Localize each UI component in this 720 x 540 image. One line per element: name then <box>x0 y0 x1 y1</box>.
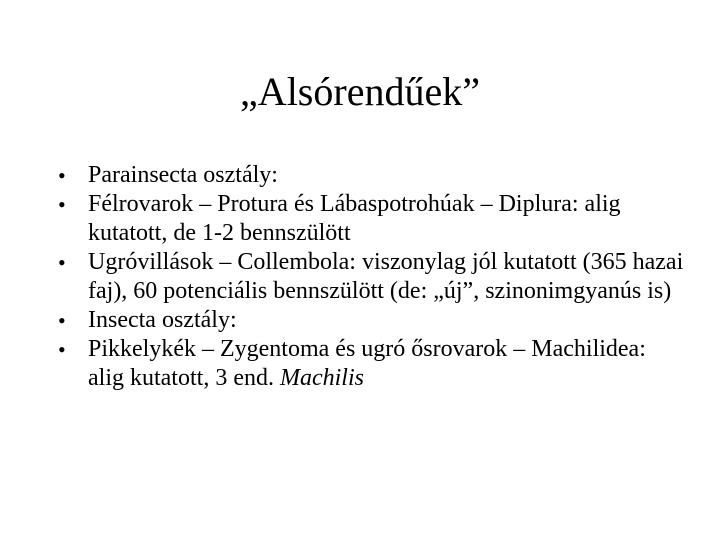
bullet-item-parainsecta <box>56 161 686 190</box>
bullet-list <box>56 161 686 393</box>
bullet-icon: • <box>58 337 66 362</box>
bullet-icon: • <box>58 308 66 333</box>
bullet-text: Félrovarok – Protura és Lábaspotrohúak – Diplura: alig kutatott, de 1-2 bennszülött <box>88 191 621 246</box>
bullet-text: Parainsecta osztály: <box>88 162 278 188</box>
bullet-item-insecta <box>56 306 686 335</box>
bullet-italic-genus: Machilis <box>279 365 364 391</box>
bullet-icon: • <box>58 192 66 217</box>
bullet-icon: • <box>58 250 66 275</box>
slide-title: „Alsórendűek” <box>240 69 480 114</box>
bullet-text: Ugróvillások – Collembola: viszonylag jól kutatott (365 hazai faj), 60 potenciális bennszülött (de: „új”, szinonimgyanús is) <box>88 249 684 304</box>
bullet-item-pikkelykek <box>56 335 686 393</box>
bullet-icon: • <box>58 163 66 188</box>
bullet-item-felrovarok <box>56 190 686 248</box>
bullet-text: Insecta osztály: <box>88 307 237 333</box>
bullet-item-ugrovillasok <box>56 248 686 306</box>
bullet-text: Pikkelykék – Zygentoma és ugró ősrovarok – Machilidea: alig kutatott, 3 end. <box>88 336 646 391</box>
